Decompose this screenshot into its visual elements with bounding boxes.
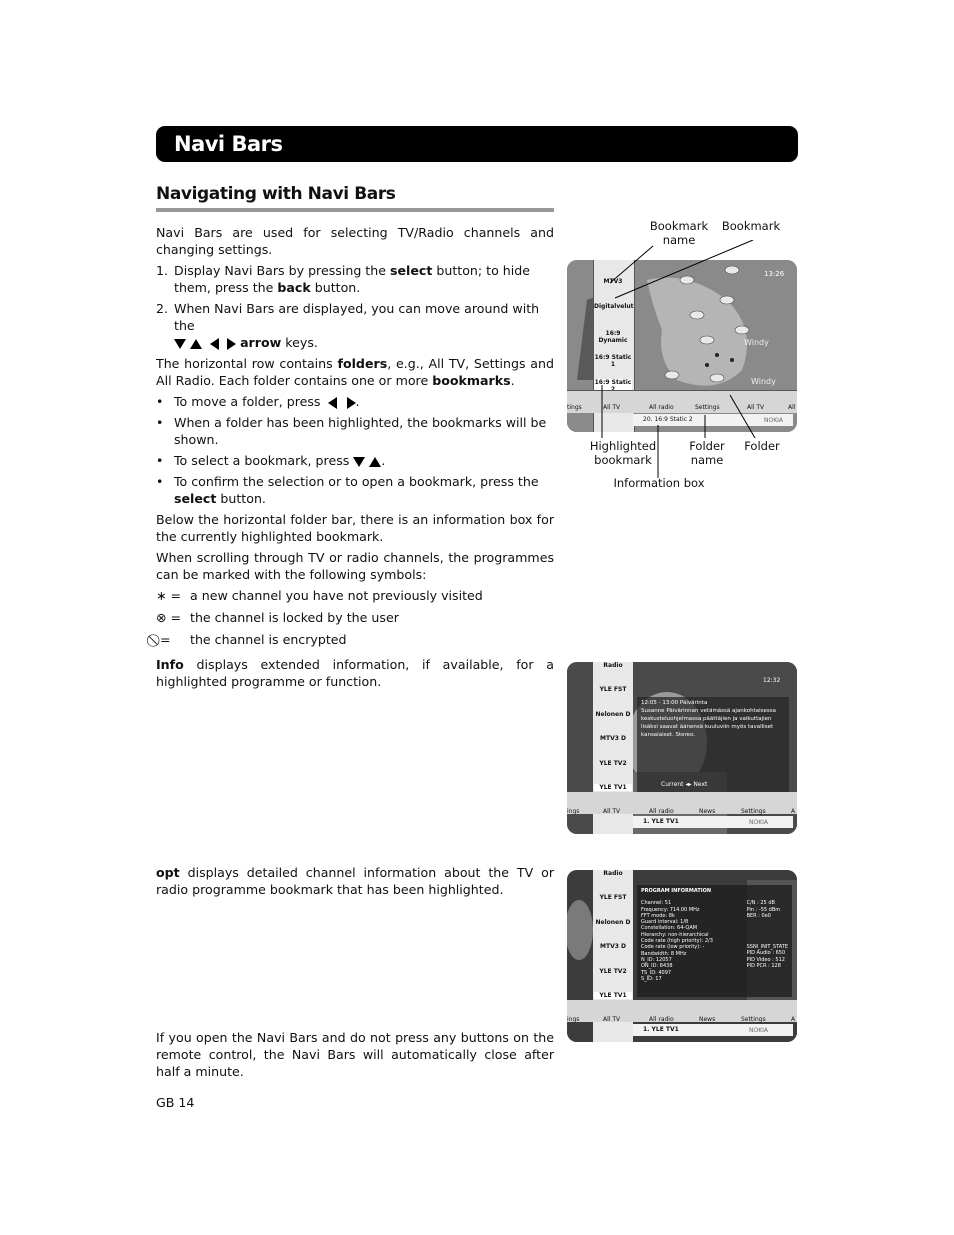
folder[interactable]: ings — [567, 1016, 580, 1023]
label-bookmark-name: Bookmark name — [649, 219, 709, 247]
folder[interactable]: News — [699, 1016, 716, 1023]
asterisk-icon: ∗ = — [156, 588, 182, 603]
bookmark[interactable]: 16:9 Static 1 — [594, 354, 632, 368]
step-text: When Navi Bars are displayed, you can move around with the arrow keys. — [174, 301, 540, 350]
arrow-right-icon — [347, 397, 356, 409]
label-information-box: Information box — [613, 476, 705, 490]
encrypted-icon: ⃠ = — [156, 632, 171, 647]
program-information-panel — [637, 885, 792, 997]
symbol-new-channel: ∗ = a new channel you have not previously visited — [156, 588, 483, 603]
brand-logo: NOKIA — [749, 1027, 769, 1034]
step-2 — [156, 300, 554, 351]
bookmark[interactable]: Digitalvelut — [594, 303, 634, 310]
brand-logo: NOKIA — [764, 417, 784, 424]
arrow-left-icon — [328, 397, 337, 409]
epg-info-panel — [637, 697, 789, 792]
information-box: 1. YLE TV1 — [633, 816, 793, 828]
info-paragraph: Info displays extended information, if available, for a highlighted programme or function. — [156, 657, 554, 689]
step-number: 2. — [156, 301, 169, 316]
intro-paragraph: Navi Bars are used for selecting TV/Radio channels and changing settings. — [156, 225, 554, 257]
step-text: Display Navi Bars by pressing the select button; to hide them, press the back button. — [174, 263, 531, 295]
weather-label: Windy — [744, 338, 769, 347]
info-box-paragraph: Below the horizontal folder bar, there is an information box for the currently highlighted bookmark. — [156, 512, 554, 544]
arrow-down-icon — [353, 457, 365, 467]
information-box: 20. 16:9 Static 2 — [633, 414, 793, 426]
folder[interactable]: All radio — [649, 808, 674, 815]
bullet-confirm: • To confirm the selection or to open a bookmark, press the select button. — [156, 474, 539, 506]
bookmark[interactable]: YLE TV2 — [599, 760, 627, 767]
information-box: 1. YLE TV1 — [633, 1024, 793, 1036]
clock: 13:26 — [764, 270, 785, 278]
bullet-highlighted: • When a folder has been highlighted, the bookmarks will be shown. — [156, 415, 547, 447]
folder[interactable]: All — [788, 404, 796, 411]
bookmark[interactable]: Radio — [603, 662, 623, 669]
tuning-details-right: C/N : 25 dB Pin : -55 dBm BER : 0e0 SSNI_INIT_STATE PID Audio : 650 PID Video : 512 PID PCR : 128 — [746, 900, 788, 970]
folder[interactable]: All TV — [747, 404, 765, 411]
arrow-up-icon — [369, 457, 381, 467]
info-screenshot — [567, 662, 797, 834]
folder[interactable]: All radio — [649, 1016, 674, 1023]
weather-label: Windy — [751, 377, 776, 386]
bookmark[interactable]: YLE TV2 — [599, 968, 627, 975]
locked-icon: ⊗ = — [156, 610, 182, 625]
close-paragraph: If you open the Navi Bars and do not press any buttons on the remote control, the Navi Bars will automatically close after half a minute. — [156, 1030, 554, 1079]
bookmark[interactable]: MTV3 D — [600, 735, 626, 742]
bookmark[interactable]: Nelonen D — [595, 711, 631, 718]
panel-title: PROGRAM INFORMATION — [641, 888, 712, 894]
chapter-title: Navi Bars — [174, 132, 283, 156]
label-folder: Folder — [744, 439, 780, 453]
opt-screenshot — [567, 870, 797, 1042]
symbol-locked: ⊗ = the channel is locked by the user — [156, 610, 399, 625]
folder[interactable]: All TV — [603, 404, 621, 411]
label-bookmark: Bookmark — [721, 219, 781, 233]
folder[interactable]: All TV — [603, 808, 621, 815]
arrow-left-icon — [210, 338, 219, 350]
bullet-select-bookmark: • To select a bookmark, press . — [156, 453, 386, 468]
chapter-header — [156, 126, 798, 162]
epg-title: 12:05 - 13:00 Päivärinta — [641, 700, 708, 706]
page-number: GB 14 — [156, 1095, 195, 1110]
label-folder-name: Folder name — [689, 439, 725, 467]
folder[interactable]: Settings — [695, 404, 720, 411]
arrow-right-icon — [227, 338, 236, 350]
callout-lines — [560, 240, 800, 490]
clock: 12:32 — [763, 677, 781, 684]
bookmark[interactable]: Radio — [603, 870, 623, 877]
label-highlighted-bookmark: Highlighted bookmark — [589, 439, 657, 467]
epg-text: Susanne Päivärinnan vetämässä ajankohtaisessa keskusteluohjelmassa päättäjien ja vaikuttajien lisäksi saavat äänensä kuuluviin myös tavalliset kansalaiset. Stereo. — [641, 708, 777, 738]
main-text — [156, 224, 554, 653]
bookmark[interactable]: Nelonen D — [595, 919, 631, 926]
brand-logo: NOKIA — [749, 819, 769, 826]
folder[interactable]: News — [699, 808, 716, 815]
step-number: 1. — [156, 263, 169, 278]
arrow-down-icon — [174, 339, 186, 349]
section-title: Navigating with Navi Bars — [156, 184, 396, 204]
bullet-move-folder: • To move a folder, press . — [156, 394, 360, 409]
opt-paragraph: opt displays detailed channel information about the TV or radio programme bookmark that has been highlighted. — [156, 865, 554, 897]
symbol-encrypted: ⃠ = the channel is encrypted — [156, 632, 347, 647]
bookmark[interactable]: YLE FST — [599, 686, 627, 693]
bookmark-highlighted[interactable]: YLE TV1 — [594, 784, 632, 791]
folder[interactable]: A — [791, 808, 796, 815]
bookmark[interactable]: MTV3 — [603, 278, 623, 285]
folder[interactable]: All radio — [649, 404, 674, 411]
section-underline — [156, 208, 554, 212]
folder[interactable]: Settings — [741, 1016, 766, 1023]
bookmark-highlighted[interactable]: 16:9 Static — [594, 379, 632, 393]
current-next-nav[interactable]: Current ◂▸ Next — [661, 781, 708, 788]
folder[interactable]: tings — [567, 404, 582, 411]
symbols-intro: When scrolling through TV or radio channels, the programmes can be marked with the following symbols: — [156, 550, 554, 582]
folder[interactable]: ings — [567, 808, 580, 815]
folder[interactable]: All TV — [603, 1016, 621, 1023]
bookmark[interactable]: MTV3 D — [600, 943, 626, 950]
step-1 — [156, 262, 554, 296]
tuning-details-left: Channel: 51 Frequency: 714.00 MHz FFT mode: 8k Guard interval: 1/8 Constellation: 64-QAM Hierarchy: non-hierarchical Code rate (high priority): 2/3 Code rate (low priority): - Bandwidth: 8 MHz N_ID: 12057 ON_ID: 8438 TS_ID: 4097 S_ID: 17 — [641, 900, 713, 982]
bookmark[interactable]: YLE FST — [599, 894, 627, 901]
bookmark[interactable]: 16:9 Dynamic — [598, 330, 628, 344]
bookmark-highlighted[interactable]: YLE TV1 — [594, 992, 632, 999]
arrow-up-icon — [190, 339, 202, 349]
folders-paragraph: The horizontal row contains folders, e.g., All TV, Settings and All Radio. Each folder contains one or more bookmarks. — [156, 356, 555, 388]
folder[interactable]: Settings — [741, 808, 766, 815]
folder[interactable]: A — [791, 1016, 796, 1023]
